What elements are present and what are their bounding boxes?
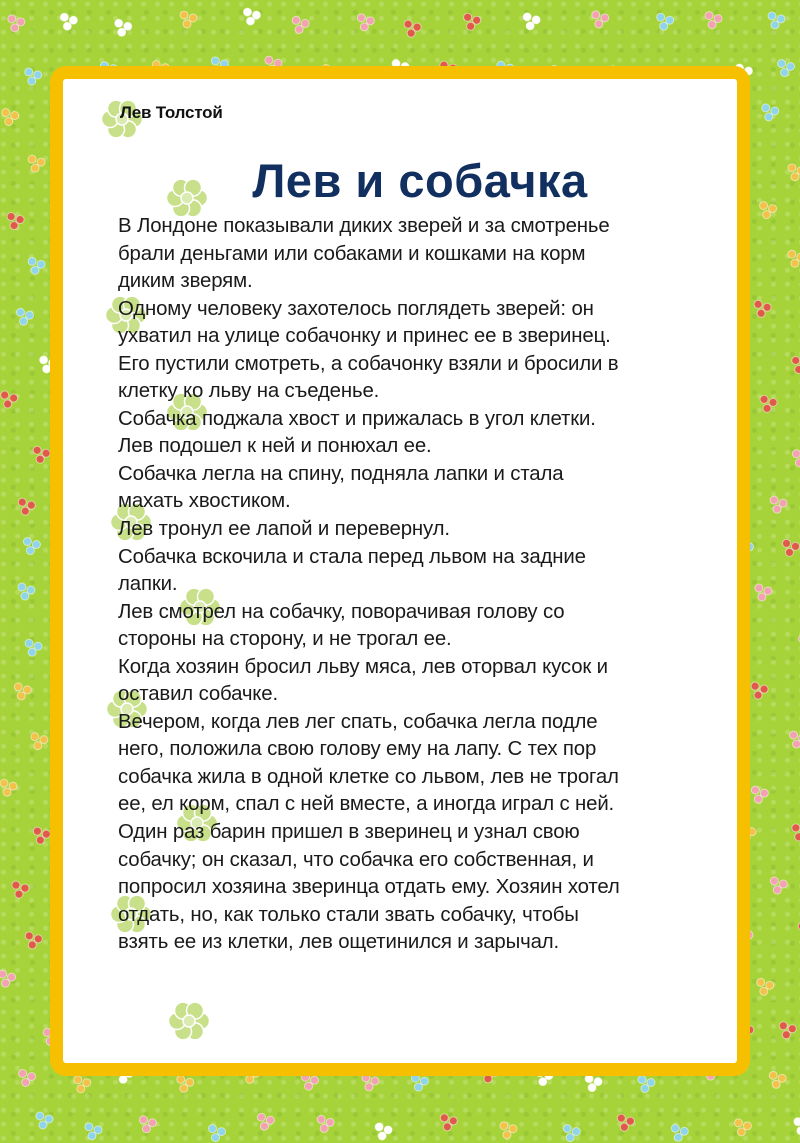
- dot-cluster: [792, 824, 800, 841]
- dot-cluster: [779, 1022, 796, 1039]
- dot-cluster: [36, 1112, 53, 1129]
- story-line: Один раз барин пришел в зверинец и узнал свою: [118, 821, 580, 844]
- story-line: собачка жила в одной клетке со львом, лев не трогал: [118, 765, 619, 788]
- dot-cluster: [705, 12, 722, 29]
- dot-cluster: [115, 19, 132, 36]
- story-line: В Лондоне показывали диких зверей и за смотренье: [118, 215, 610, 237]
- story-line: Лев подошел к ней и понюхал ее.: [118, 435, 432, 458]
- dot-cluster: [754, 300, 771, 317]
- story-line: Одному человеку захотелось поглядеть зверей: он: [118, 297, 594, 320]
- dot-cluster: [778, 60, 795, 77]
- dot-cluster: [769, 1071, 786, 1088]
- dot-cluster: [33, 446, 50, 463]
- dot-cluster: [788, 250, 800, 267]
- dot-cluster: [638, 1076, 655, 1093]
- story-line: ухватил на улице собачонку и принес ее в зверинец.: [118, 325, 611, 348]
- dot-cluster: [31, 733, 48, 750]
- dot-cluster: [0, 970, 16, 987]
- dot-cluster: [770, 877, 787, 894]
- dot-cluster: [28, 257, 45, 274]
- story-line: попросил хозяина зверинца отдать ему. Хозяин хотел: [118, 876, 620, 899]
- story-line: оставил собачке.: [118, 683, 279, 706]
- story-line: Вечером, когда лев лег спать, собачка легла подле: [118, 710, 598, 733]
- dot-cluster: [768, 12, 785, 29]
- dot-cluster: [523, 13, 540, 30]
- story-line: Собачка легла на спину, подняла лапки и стала: [118, 462, 564, 485]
- dot-cluster: [782, 539, 799, 556]
- dot-cluster: [25, 932, 42, 949]
- dot-cluster: [0, 779, 17, 796]
- dot-cluster: [8, 15, 25, 32]
- dot-cluster: [770, 496, 787, 513]
- dot-cluster: [33, 827, 50, 844]
- dot-cluster: [85, 1123, 102, 1140]
- dot-cluster: [792, 450, 800, 467]
- story-line: Лев смотрел на собачку, поворачивая голову со: [118, 600, 565, 623]
- dot-cluster: [657, 13, 674, 30]
- dot-cluster: [2, 109, 19, 126]
- story-line: взять ее из клетки, лев ощетинился и зарычал.: [118, 931, 560, 954]
- story-line: лапки.: [118, 573, 178, 596]
- dot-cluster: [28, 155, 45, 172]
- dot-cluster: [792, 356, 800, 373]
- dot-cluster: [794, 1118, 800, 1135]
- dot-cluster: [292, 16, 309, 33]
- dot-cluster: [760, 395, 777, 412]
- dot-cluster: [139, 1116, 156, 1133]
- story-line: ее, ел корм, спал с ней вместе, а иногда играл с ней.: [118, 793, 615, 816]
- dot-cluster: [362, 1074, 379, 1091]
- dot-cluster: [180, 11, 197, 28]
- story-line: брали деньгами или собаками и кошками на корм: [118, 242, 586, 265]
- story-title: Лев и собачка: [252, 154, 588, 207]
- dot-cluster: [411, 1074, 428, 1091]
- flower-icon: [169, 1002, 210, 1040]
- dot-cluster: [7, 213, 24, 230]
- dot-cluster: [243, 8, 260, 25]
- dot-cluster: [357, 14, 374, 31]
- story-line: Собачка вскочила и стала перед львом на задние: [118, 545, 586, 568]
- story-card: [50, 66, 750, 1076]
- story-line: Когда хозяин бросил льву мяса, лев оторвал кусок и: [118, 655, 608, 678]
- dot-cluster: [14, 683, 31, 700]
- dot-cluster: [209, 1125, 226, 1142]
- dot-cluster: [585, 1075, 602, 1092]
- dot-cluster: [734, 1119, 751, 1136]
- story-line: клетку ко льву на съеденье.: [118, 380, 380, 403]
- dot-cluster: [1, 391, 18, 408]
- dot-cluster: [257, 1113, 274, 1130]
- dot-cluster: [74, 1076, 91, 1093]
- dot-cluster: [18, 583, 35, 600]
- dot-cluster: [751, 786, 768, 803]
- dot-cluster: [671, 1124, 688, 1141]
- story-line: стороны на сторону, и не трогал ее.: [118, 628, 452, 651]
- story-line: Лев тронул ее лапой и перевернул.: [118, 518, 450, 541]
- dot-cluster: [18, 498, 35, 515]
- dot-cluster: [177, 1075, 194, 1092]
- dot-cluster: [563, 1125, 580, 1142]
- dot-cluster: [404, 20, 421, 37]
- dot-cluster: [25, 68, 42, 85]
- story-line: Собачка поджала хвост и прижалась в угол клетки.: [118, 407, 596, 430]
- author-name: Лев Толстой: [120, 103, 223, 122]
- dot-cluster: [790, 731, 800, 748]
- dot-cluster: [500, 1122, 517, 1139]
- dot-cluster: [60, 13, 77, 30]
- dot-cluster: [317, 1115, 334, 1132]
- story-text: [118, 213, 730, 957]
- story-line: отдать, но, как только стали звать собачку, чтобы: [118, 903, 579, 926]
- dot-cluster: [592, 11, 609, 28]
- dot-cluster: [464, 13, 481, 30]
- story-line: него, положила свою голову ему на лапу. С тех пор: [118, 738, 597, 761]
- dot-cluster: [751, 682, 768, 699]
- dot-cluster: [757, 978, 774, 995]
- dot-cluster: [760, 202, 777, 219]
- dot-cluster: [762, 104, 779, 121]
- dot-cluster: [617, 1114, 634, 1131]
- dot-cluster: [440, 1114, 457, 1131]
- dot-cluster: [12, 881, 29, 898]
- dot-cluster: [375, 1123, 392, 1140]
- dot-cluster: [23, 538, 40, 555]
- dot-cluster: [17, 308, 34, 325]
- story-line: махать хвостиком.: [118, 490, 291, 513]
- dot-cluster: [788, 164, 800, 181]
- story-line: собачку; он сказал, что собачка его собственная, и: [118, 848, 594, 871]
- dot-cluster: [755, 584, 772, 601]
- dot-cluster: [19, 1069, 36, 1086]
- story-line: диким зверям.: [118, 270, 253, 293]
- dot-cluster: [25, 639, 42, 656]
- story-line: Его пустили смотреть, а собачонку взяли и бросили в: [118, 352, 619, 375]
